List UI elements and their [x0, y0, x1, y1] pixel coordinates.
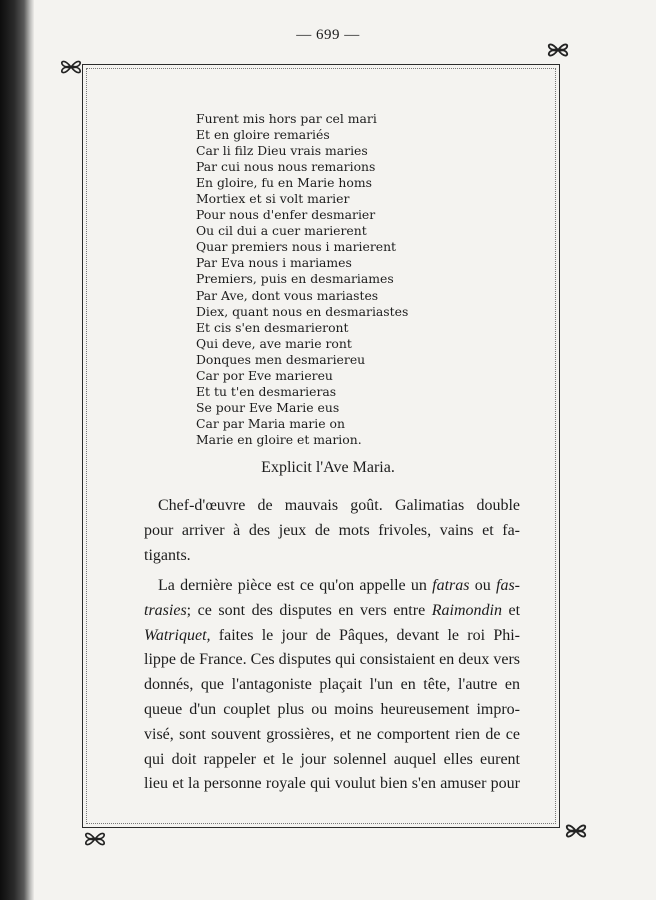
page-number: — 699 —: [296, 27, 360, 43]
poem-verse: Car por Eve mariereu: [196, 367, 333, 383]
poem-verse: Et tu t'en desmarieras: [196, 383, 337, 399]
corner-ornament-icon: [58, 54, 84, 80]
poem-verse: Par cui nous nous remarions: [196, 159, 376, 175]
poem-block: [196, 111, 436, 448]
poem-verse: Donques men desmariereu: [196, 351, 366, 367]
poem-verse: Quar premiers nous i marierent: [196, 239, 397, 255]
corner-ornament-icon: [545, 37, 571, 63]
paragraph-line: Watriquet, faites le jour de Pâques, devant le roi Phi-: [144, 626, 520, 644]
poem-verse: Diex, quant nous en desmariastes: [196, 303, 409, 319]
poem-verse: Marie en gloire et marion.: [196, 431, 362, 447]
paragraph-line: tigants.: [144, 546, 191, 564]
paragraph-line: trasies; ce sont des disputes en vers entre Raimondin et: [144, 601, 521, 619]
poem-verse: Par Ave, dont vous mariastes: [196, 287, 379, 303]
paragraph-line: pour arriver à des jeux de mots frivoles, vains et fa-: [144, 521, 520, 539]
poem-verse: Car par Maria marie on: [196, 415, 345, 431]
paragraph-line: queue d'un couplet plus ou moins heureusement impro-: [144, 700, 520, 718]
paragraph-line: La dernière pièce est ce qu'on appelle un fatras ou fas-: [158, 577, 520, 594]
explicit-heading: Explicit l'Ave Maria.: [261, 459, 395, 476]
paragraph-line: qui doit rappeler et le jour solennel auquel elles eurent: [144, 750, 520, 768]
poem-verse: En gloire, fu en Marie homs: [196, 175, 372, 191]
corner-ornament-icon: [563, 818, 589, 844]
paragraph-line: Chef-d'œuvre de mauvais goût. Galimatias double: [158, 497, 520, 514]
poem-verse: Par Eva nous i mariames: [196, 255, 352, 271]
paragraph-fatras: [144, 574, 521, 797]
poem-verse: Car li filz Dieu vrais maries: [196, 143, 368, 159]
poem-verse: Et cis s'en desmarieront: [196, 319, 349, 335]
poem-verse: Pour nous d'enfer desmarier: [196, 207, 376, 223]
poem-verse: Qui deve, ave marie ront: [196, 335, 352, 351]
corner-ornament-icon: [82, 826, 108, 852]
paragraph-line: lieu et la personne royale qui voulut bien s'en amuser pour: [144, 775, 520, 793]
poem-verse: Ou cil dui a cuer marierent: [196, 223, 367, 239]
poem-verse: Mortiex et si volt marier: [196, 191, 350, 207]
paragraph-line: donnés, que l'antagoniste plaçait l'un en tête, l'autre en: [144, 676, 520, 694]
paragraph-commentary: [144, 494, 520, 568]
poem-verse: Et en gloire remariés: [196, 127, 330, 143]
poem-verse: Furent mis hors par cel mari: [196, 111, 377, 126]
poem-verse: Se pour Eve Marie eus: [196, 399, 340, 415]
paragraph-line: visé, sont souvent grossières, et ne comportent rien de ce: [144, 725, 520, 743]
paragraph-line: lippe de France. Ces disputes qui consistaient en deux vers: [144, 651, 520, 669]
poem-verse: Premiers, puis en desmariames: [196, 271, 394, 287]
book-binding-shadow: [0, 0, 34, 900]
